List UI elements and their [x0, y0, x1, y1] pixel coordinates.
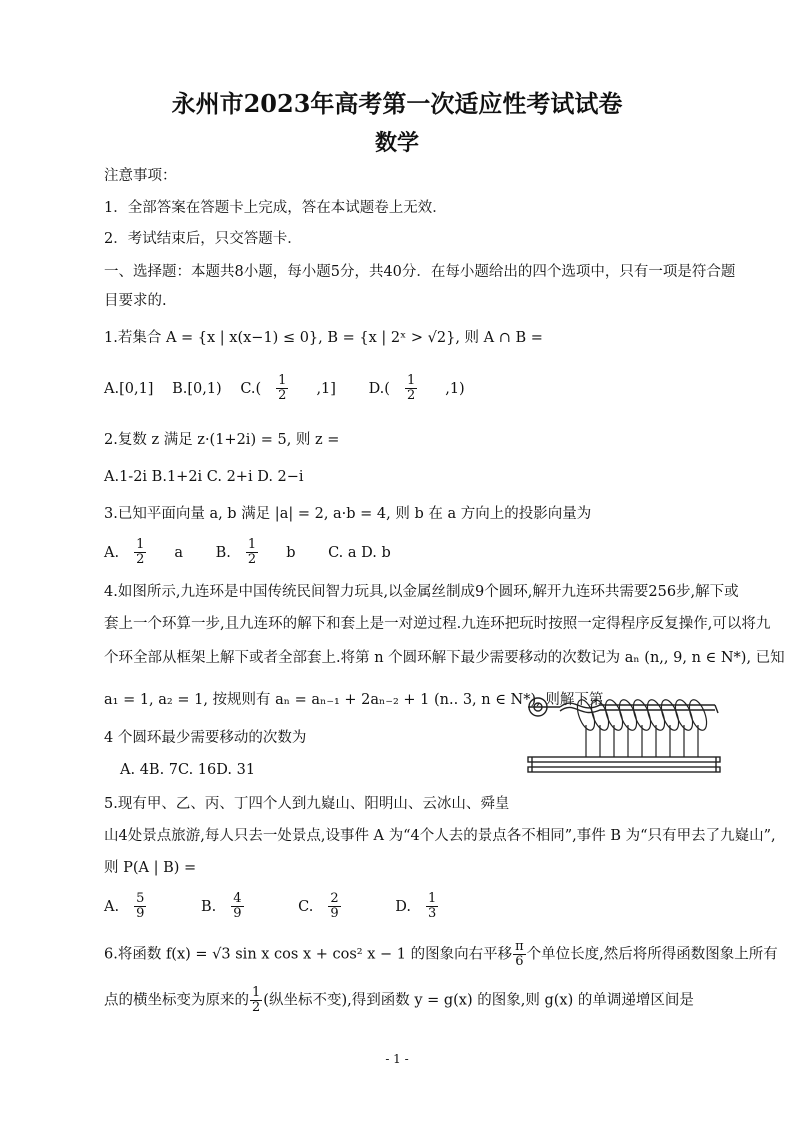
fraction [134, 892, 160, 921]
question-3-options-c-d: C. a D. b [328, 544, 391, 561]
fraction [426, 892, 452, 921]
question-5-option-d [395, 892, 466, 921]
nine-linked-rings-figure [520, 685, 730, 780]
numerator: π [515, 939, 524, 954]
option-d-suffix: ,1) [445, 380, 465, 397]
question-5-option-a [104, 892, 174, 921]
question-5-options [104, 892, 480, 921]
option-label: A. [104, 898, 120, 915]
denominator: 9 [136, 906, 145, 921]
numerator: 1 [252, 985, 261, 1000]
question-4-line-3: 个环全部从框架上解下或者全部套上.将第 n 个圆环解下最少需要移动的次数记为 aₙ (n,, 9, n ∈ N*), 已知 [104, 650, 785, 666]
denominator: 2 [136, 552, 145, 567]
option-b-prefix: B. [215, 544, 231, 561]
question-4-line-4: a₁ = 1, a₂ = 1, 按规则有 aₙ = aₙ₋₁ + 2aₙ₋₂ + 1 (n.. 3, n ∈ N*), 则解下第 [104, 692, 604, 708]
question-4-line-1: 4.如图所示,九连环是中国传统民间智力玩具,以金属丝制成9个圆环,解开九连环共需要256步,解下或 [104, 584, 739, 600]
question-5-option-c [298, 892, 368, 921]
fraction [134, 538, 160, 567]
question-1-option-d [369, 374, 479, 403]
option-c-suffix: ,1] [316, 380, 336, 397]
fraction [328, 892, 354, 921]
question-2-options: A.1-2i B.1+2i C. 2+i D. 2−i [104, 469, 304, 485]
option-label: D. [395, 898, 411, 915]
fraction [276, 374, 302, 403]
question-3-option-b [216, 538, 310, 567]
notice-item-2: 2．考试结束后，只交答题卡． [104, 231, 302, 247]
option-label: C. [298, 898, 314, 915]
denominator: 9 [233, 906, 242, 921]
fraction [231, 892, 257, 921]
fraction [513, 940, 526, 969]
question-4-line-2: 套上一个环算一步,且九连环的解下和套上是一对逆过程.九连环把玩时按照一定得程序反复操作,可以将九 [104, 616, 771, 632]
numerator: 1 [406, 373, 416, 388]
question-1-option-c [240, 374, 350, 403]
question-6-line-2 [104, 986, 694, 1015]
notice-item-1: 1．全部答案在答题卡上完成，答在本试题卷上无效． [104, 200, 447, 216]
denominator: 9 [330, 906, 339, 921]
fraction [405, 374, 431, 403]
option-a-prefix: A. [104, 544, 120, 561]
numerator: 1 [247, 537, 257, 552]
question-6-text-b: 个单位长度,然后将所得函数图象上所有 [526, 946, 778, 963]
question-1-options [104, 374, 493, 403]
question-5-line-1: 5.现有甲、乙、丙、丁四个人到九嶷山、阳明山、云冰山、舜皇 [104, 796, 510, 812]
question-1-option-b: B.[0,1) [172, 380, 222, 397]
option-d-prefix: D.( [368, 380, 390, 397]
question-5-option-b [201, 892, 272, 921]
question-4-line-5: 4 个圆环最少需要移动的次数为 [104, 730, 307, 746]
question-1-option-a: A.[0,1] [104, 380, 154, 397]
question-6-text-a: 6.将函数 f(x) = √3 sin x cos x + cos² x − 1 的图象向右平移 [104, 946, 513, 963]
denominator: 3 [427, 906, 437, 921]
fraction [250, 986, 262, 1015]
numerator: 1 [136, 537, 145, 552]
exam-title: 永州市2023年高考第一次适应性考试试卷 [171, 89, 623, 118]
numerator: 5 [136, 891, 145, 906]
question-3-stem: 3.已知平面向量 a, b 满足 |a| = 2, a·b = 4, 则 b 在 a 方向上的投影向量为 [104, 506, 592, 522]
denominator: 2 [247, 552, 257, 567]
numerator: 2 [330, 891, 339, 906]
numerator: 4 [233, 891, 242, 906]
question-2-stem: 2.复数 z 满足 z·(1+2i) = 5, 则 z = [104, 432, 340, 448]
question-1-stem: 1.若集合 A = {x | x(x−1) ≤ 0}, B = {x | 2ˣ > √2}, 则 A ∩ B = [104, 330, 543, 346]
question-6-text-d: (纵坐标不变),得到函数 y = g(x) 的图象,则 g(x) 的单调递增区间是 [263, 992, 694, 1009]
denominator: 2 [278, 388, 287, 403]
denominator: 2 [406, 388, 416, 403]
section-1-intro-line-2: 目要求的. [104, 293, 167, 309]
question-6-line-1 [104, 940, 778, 969]
vector-a: a [174, 544, 184, 561]
exam-subject: 数学 [374, 130, 419, 156]
option-c-prefix: C.( [240, 380, 262, 397]
option-label: B. [200, 898, 217, 915]
question-3-option-a [104, 538, 197, 567]
question-5-line-3: 则 P(A | B) = [104, 860, 197, 876]
question-3-options [104, 538, 405, 567]
numerator: 1 [427, 891, 437, 906]
denominator: 2 [252, 1000, 261, 1015]
section-1-intro-line-1: 一、选择题：本题共8小题，每小题5分，共40分．在每小题给出的四个选项中，只有一项是符合题 [104, 264, 736, 280]
question-4-options: A. 4B. 7C. 16D. 31 [120, 762, 256, 778]
question-6-text-c: 点的横坐标变为原来的 [104, 992, 249, 1009]
vector-b: b [286, 544, 296, 561]
question-5-line-2: 山4处景点旅游,每人只去一处景点,设事件 A 为“4个人去的景点各不相同”,事件 B 为“只有甲去了九嶷山”, [104, 828, 776, 844]
page-number: - 1 - [385, 1052, 409, 1066]
fraction [246, 538, 272, 567]
denominator: 6 [515, 954, 524, 969]
notice-heading: 注意事项： [104, 168, 177, 184]
numerator: 1 [278, 373, 287, 388]
